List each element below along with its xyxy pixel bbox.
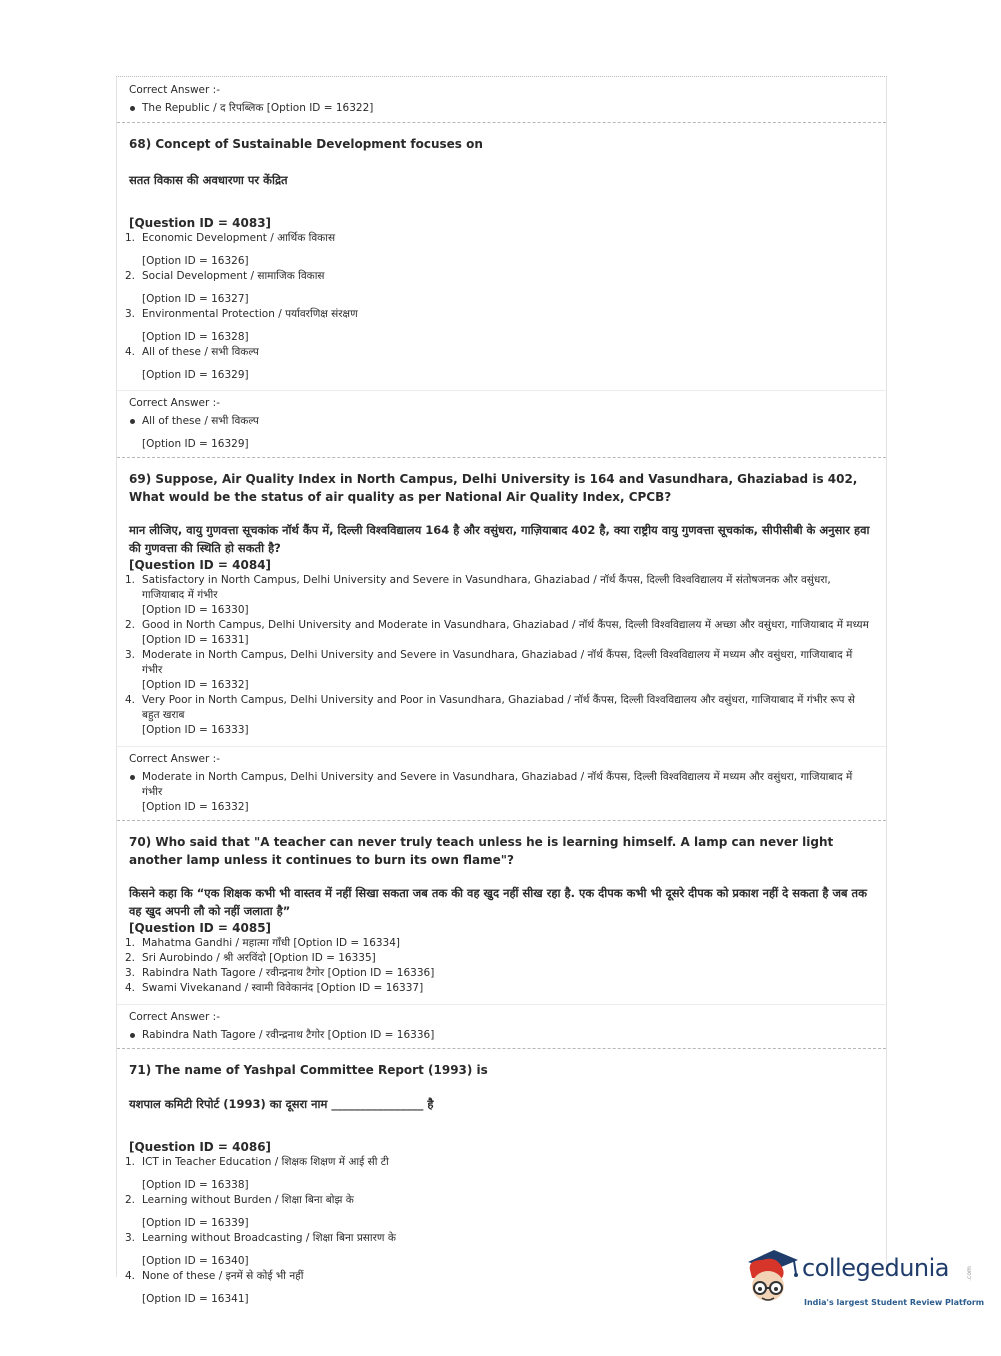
option-item: [125, 648, 874, 678]
option-text: ICT in Teacher Education / शिक्षक शिक्षण में आई सी टी: [142, 1156, 389, 1168]
q67-answer-block: [117, 77, 886, 123]
q69-answer-block: [117, 746, 886, 821]
question-hindi: मान लीजिए, वायु गुणवत्ता सूचकांक नॉर्थ कैंप में, दिल्ली विश्वविद्यालय 164 है और वसुंधरा, गाज़ियाबाद 402 है, क्या राष्ट्रीय वायु गुणवत्ता सूचकांक, सीपीसीबी के अनुसार हवा की गुणवत्ता की स्थिति हो सकती है?: [129, 523, 870, 555]
option-item: [125, 573, 874, 603]
option-item: [125, 951, 874, 966]
correct-answer-label: Correct Answer :-: [129, 397, 220, 409]
option-id: [Option ID = 16333]: [142, 724, 249, 736]
correct-answer: All of these / सभी विकल्प: [129, 414, 874, 429]
option-text: Learning without Burden / शिक्षा बिना बोझ के: [142, 1194, 354, 1206]
option-id: [Option ID = 16340]: [142, 1255, 249, 1267]
option-id: [Option ID = 16339]: [142, 1217, 249, 1229]
option-number: 3.: [125, 1232, 136, 1244]
option-list: [125, 231, 874, 383]
question-69: [117, 458, 886, 738]
option-text: Swami Vivekanand / स्वामी विवेकानंद [Option ID = 16337]: [142, 982, 424, 994]
logo-wordmark: collegedunia: [802, 1254, 950, 1282]
option-item: [125, 1193, 874, 1208]
logo-domain: .com: [965, 1266, 973, 1281]
option-item: [125, 618, 874, 648]
option-id: [Option ID = 16332]: [142, 679, 249, 691]
option-text: Mahatma Gandhi / महात्मा गाँधी [Option ID = 16334]: [142, 937, 401, 949]
question-hindi: सतत विकास की अवधारणा पर केंद्रित: [129, 173, 288, 187]
option-id: [Option ID = 16330]: [142, 604, 249, 616]
option-number: 1.: [125, 574, 136, 586]
option-number: 1.: [125, 937, 136, 949]
question-70: [117, 821, 886, 996]
logo-tagline: India's largest Student Review Platform: [804, 1298, 985, 1307]
option-number: 4.: [125, 982, 136, 994]
option-number: 1.: [125, 1156, 136, 1168]
correct-answer-id: [Option ID = 16332]: [142, 801, 249, 813]
option-number: 3.: [125, 649, 136, 661]
correct-answer: Moderate in North Campus, Delhi University and Severe in Vasundhara, Ghaziabad / नॉर्थ कैंपस, दिल्ली विश्वविद्यालय में मध्यम और वसुंधरा, गाजियाबाद में गंभीर: [129, 770, 874, 800]
option-text: Satisfactory in North Campus, Delhi University and Severe in Vasundhara, Ghaziabad / नॉर्थ कैंपस, दिल्ली विश्वविद्यालय में संतोषजनक और वसुंधरा, गाजियाबाद में गंभीर: [142, 574, 831, 601]
option-number: 1.: [125, 232, 136, 244]
option-item: [125, 307, 874, 322]
option-id: [Option ID = 16329]: [142, 369, 249, 381]
option-text: Economic Development / आर्थिक विकास: [142, 232, 336, 244]
option-item: [125, 269, 874, 284]
option-item: [125, 345, 874, 360]
correct-answer-label: Correct Answer :-: [129, 753, 220, 765]
option-number: 4.: [125, 1270, 136, 1282]
option-text: Social Development / सामाजिक विकास: [142, 270, 325, 282]
option-number: 2.: [125, 1194, 136, 1206]
option-number: 2.: [125, 619, 136, 631]
option-number: 4.: [125, 694, 136, 706]
collegedunia-logo[interactable]: [740, 1248, 985, 1308]
option-text: Sri Aurobindo / श्री अरविंदो [Option ID = 16335]: [142, 952, 376, 964]
option-number: 3.: [125, 308, 136, 320]
option-item: [125, 1155, 874, 1170]
question-title: 70) Who said that "A teacher can never truly teach unless he is learning himself. A lamp can never light another lamp unless it continues to burn its own flame"?: [129, 835, 834, 867]
option-number: 2.: [125, 270, 136, 282]
option-text: All of these / सभी विकल्प: [142, 346, 259, 358]
correct-answer: The Republic / द रिपब्लिक [Option ID = 16322]: [129, 101, 874, 116]
option-id: [Option ID = 16328]: [142, 331, 249, 343]
option-list: [125, 936, 874, 996]
option-text: Moderate in North Campus, Delhi University and Severe in Vasundhara, Ghaziabad / नॉर्थ कैंपस, दिल्ली विश्वविद्यालय में मध्यम और वसुंधरा, गाजियाबाद में गंभीर: [142, 649, 853, 676]
option-text: Good in North Campus, Delhi University and Moderate in Vasundhara, Ghaziabad / नॉर्थ कैंपस, दिल्ली विश्वविद्यालय में अच्छा और वसुंधरा, गाजियाबाद में मध्यम [Option ID = 16331]: [142, 619, 869, 646]
option-id: [Option ID = 16341]: [142, 1293, 249, 1305]
question-68: [117, 123, 886, 383]
correct-answer-label: Correct Answer :-: [129, 84, 220, 96]
question-id: [Question ID = 4084]: [129, 558, 272, 572]
question-id: [Question ID = 4083]: [129, 216, 272, 230]
option-number: 3.: [125, 967, 136, 979]
question-id: [Question ID = 4086]: [129, 1140, 272, 1154]
question-hindi: यशपाल कमिटी रिपोर्ट (1993) का दूसरा नाम ________________ है: [129, 1097, 434, 1111]
question-hindi: किसने कहा कि “एक शिक्षक कभी भी वास्तव में नहीं सिखा सकता जब तक की वह खुद नहीं सीख रहा है. एक दीपक कभी भी दूसरे दीपक को प्रकाश नहीं दे सकता है जब तक वह खुद अपनी लौ को नहीं जलाता है”: [129, 886, 867, 918]
correct-answer-label: Correct Answer :-: [129, 1011, 220, 1023]
question-title: 69) Suppose, Air Quality Index in North Campus, Delhi University is 164 and Vasundhara, Ghaziabad is 402, What would be the status of air quality as per National Air Quality Index, CPCB?: [129, 472, 858, 504]
q68-answer-block: [117, 390, 886, 458]
correct-answer: Rabindra Nath Tagore / रवीन्द्रनाथ टैगोर [Option ID = 16336]: [129, 1028, 874, 1043]
question-id: [Question ID = 4085]: [129, 921, 272, 935]
q70-answer-block: [117, 1004, 886, 1049]
option-item: [125, 231, 874, 246]
option-id: [Option ID = 16338]: [142, 1179, 249, 1191]
question-title: 71) The name of Yashpal Committee Report (1993) is: [129, 1063, 488, 1077]
mascot-icon: [740, 1248, 802, 1310]
option-item: [125, 966, 874, 981]
option-list: [125, 573, 874, 738]
option-item: [125, 936, 874, 951]
option-number: 2.: [125, 952, 136, 964]
option-text: Rabindra Nath Tagore / रवीन्द्रनाथ टैगोर [Option ID = 16336]: [142, 967, 435, 979]
option-number: 4.: [125, 346, 136, 358]
option-text: Very Poor in North Campus, Delhi University and Poor in Vasundhara, Ghaziabad / नॉर्थ कैंपस, दिल्ली विश्वविद्यालय और वसुंधरा, गाजियाबाद में गंभीर रूप से बहुत खराब: [142, 694, 855, 721]
option-text: Environmental Protection / पर्यावरणिक्ष संरक्षण: [142, 308, 358, 320]
option-id: [Option ID = 16326]: [142, 255, 249, 267]
option-id: [Option ID = 16327]: [142, 293, 249, 305]
question-title: 68) Concept of Sustainable Development focuses on: [129, 137, 483, 151]
option-item: [125, 981, 874, 996]
option-item: [125, 693, 874, 723]
option-text: None of these / इनमें से कोई भी नहीं: [142, 1270, 304, 1282]
option-text: Learning without Broadcasting / शिक्षा बिना प्रसारण के: [142, 1232, 396, 1244]
correct-answer-id: [Option ID = 16329]: [142, 438, 249, 450]
option-item: [125, 1231, 874, 1246]
